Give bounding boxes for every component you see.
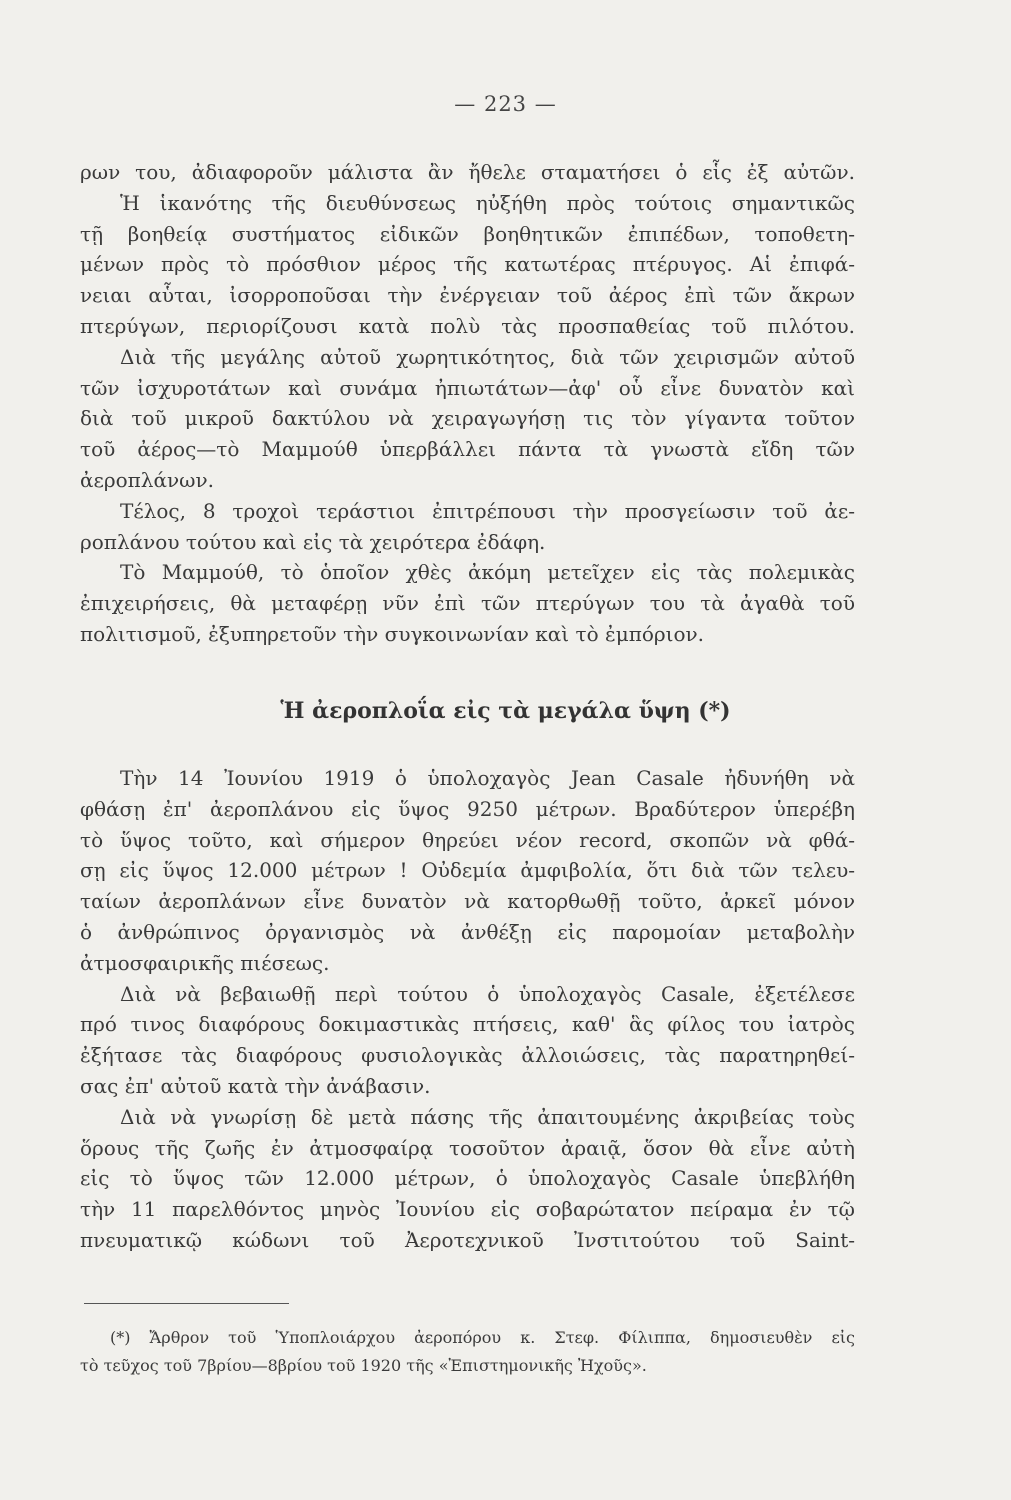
text-line: εἰς τὸ ὕψος τῶν 12.000 μέτρων, ὁ ὑπολοχαγὸς Casale ὑπεβλήθη <box>80 1166 855 1191</box>
text-line: Διὰ νὰ γνωρίσῃ δὲ μετὰ πάσης τῆς ἀπαιτουμένης ἀκριβείας τοὺς <box>120 1104 855 1129</box>
footnote-line: (*) Ἄρθρον τοῦ Ὑποπλοιάρχου ἀεροπόρου κ. Στεφ. Φίλιππα, δημοσιευθὲν εἰς <box>110 1328 855 1347</box>
main-text-block-1 <box>80 157 855 650</box>
text-line: μένων πρὸς τὸ πρόσθιον μέρος τῆς κατωτέρας πτέρυγος. Αἱ ἐπιφά- <box>80 252 855 277</box>
footnote-line: τὸ τεῦχος τοῦ 7βρίου—8βρίου τοῦ 1920 τῆς «Ἐπιστημονικῆς Ἠχοῦς». <box>80 1356 647 1375</box>
main-text-block-2 <box>80 763 855 1256</box>
text-line: ἀεροπλάνων. <box>80 467 214 492</box>
text-line: τοῦ ἀέρος—τὸ Μαμμούθ ὑπερβάλλει πάντα τὰ γνωστὰ εἴδη τῶν <box>80 437 855 462</box>
text-line: τὸ ὕψος τοῦτο, καὶ σήμερον θηρεύει νέον record, σκοπῶν νὰ φθά- <box>80 827 855 852</box>
text-line: πτερύγων, περιορίζουσι κατὰ πολὺ τὰς προσπαθείας τοῦ πιλότου. <box>80 313 855 338</box>
text-line: Τὴν 14 Ἰουνίου 1919 ὁ ὑπολοχαγὸς Jean Casale ἠδυνήθη νὰ <box>120 766 855 790</box>
text-line: φθάσῃ ἐπ' ἀεροπλάνου εἰς ὕψος 9250 μέτρων. Βραδύτερον ὑπερέβη <box>80 796 855 821</box>
page-number: — 223 — <box>454 92 557 116</box>
text-line: πολιτισμοῦ, ἐξυπηρετοῦν τὴν συγκοινωνίαν καὶ τὸ ἐμπόριον. <box>80 621 705 646</box>
text-line: πνευματικῷ κώδωνι τοῦ Ἀεροτεχνικοῦ Ἰνστιτούτου τοῦ Saint- <box>80 1227 855 1252</box>
text-line: ἐπιχειρήσεις, θὰ μεταφέρῃ νῦν ἐπὶ τῶν πτερύγων του τὰ ἀγαθὰ τοῦ <box>80 591 855 616</box>
footnote-divider <box>84 1303 289 1304</box>
text-line: διὰ τοῦ μικροῦ δακτύλου νὰ χειραγωγήσῃ τις τὸν γίγαντα τοῦτον <box>80 406 855 431</box>
text-line: σῃ εἰς ὕψος 12.000 μέτρων ! Οὐδεμία ἀμφιβολία, ὅτι διὰ τῶν τελευ- <box>80 858 855 883</box>
text-line: ρων του, ἀδιαφοροῦν μάλιστα ἂν ἤθελε σταματήσει ὁ εἷς ἐξ αὐτῶν. <box>80 160 855 184</box>
text-line: ἀτμοσφαιρικῆς πιέσεως. <box>80 950 330 975</box>
text-line: ταίων ἀεροπλάνων εἶνε δυνατὸν νὰ κατορθωθῇ τοῦτο, ἀρκεῖ μόνον <box>80 889 855 914</box>
text-line: Τέλος, 8 τροχοὶ τεράστιοι ἐπιτρέπουσι τὴν προσγείωσιν τοῦ ἀε- <box>120 498 855 523</box>
text-line: ὅρους τῆς ζωῆς ἐν ἀτμοσφαίρᾳ τοσοῦτον ἀραιᾷ, ὅσον θὰ εἶνε αὐτὴ <box>80 1135 855 1160</box>
text-line: τὴν 11 παρελθόντος μηνὸς Ἰουνίου εἰς σοβαρώτατον πείραμα ἐν τῷ <box>80 1197 855 1222</box>
text-line: Τὸ Μαμμούθ, τὸ ὁποῖον χθὲς ἀκόμη μετεῖχεν εἰς τὰς πολεμικὰς <box>120 560 855 585</box>
text-line: Διὰ νὰ βεβαιωθῇ περὶ τούτου ὁ ὑπολοχαγὸς Casale, ἐξετέλεσε <box>120 981 855 1006</box>
text-line: τῶν ἰσχυροτάτων καὶ συνάμα ἠπιωτάτων—ἀφ' οὗ εἶνε δυνατὸν καὶ <box>80 375 855 400</box>
text-line: τῇ βοηθείᾳ συστήματος εἰδικῶν βοηθητικῶν ἐπιπέδων, τοποθετη- <box>80 221 855 246</box>
text-line: ὁ ἀνθρώπινος ὀργανισμὸς νὰ ἀνθέξῃ εἰς παρομοίαν μεταβολὴν <box>80 919 855 944</box>
text-line: ἐξήτασε τὰς διαφόρους φυσιολογικὰς ἀλλοιώσεις, τὰς παρατηρηθεί- <box>80 1043 855 1068</box>
text-line: ροπλάνου τούτου καὶ εἰς τὰ χειρότερα ἐδάφη. <box>80 529 546 554</box>
text-line: σας ἐπ' αὐτοῦ κατὰ τὴν ἀνάβασιν. <box>80 1073 431 1098</box>
text-line: Διὰ τῆς μεγάλης αὐτοῦ χωρητικότητος, διὰ τῶν χειρισμῶν αὐτοῦ <box>120 344 855 369</box>
section-heading: Ἡ ἀεροπλοΐα εἰς τὰ μεγάλα ὕψη (*) <box>280 698 731 724</box>
text-line: Ἡ ἱκανότης τῆς διευθύνσεως ηὐξήθη πρὸς τούτοις σημαντικῶς <box>120 190 855 215</box>
text-line: πρό τινος διαφόρους δοκιμαστικὰς πτήσεις, καθ' ἃς φίλος του ἰατρὸς <box>80 1012 855 1037</box>
footnote <box>80 1324 855 1380</box>
text-line: νειαι αὗται, ἰσορροποῦσαι τὴν ἐνέργειαν τοῦ ἀέρος ἐπὶ τῶν ἄκρων <box>80 283 855 308</box>
